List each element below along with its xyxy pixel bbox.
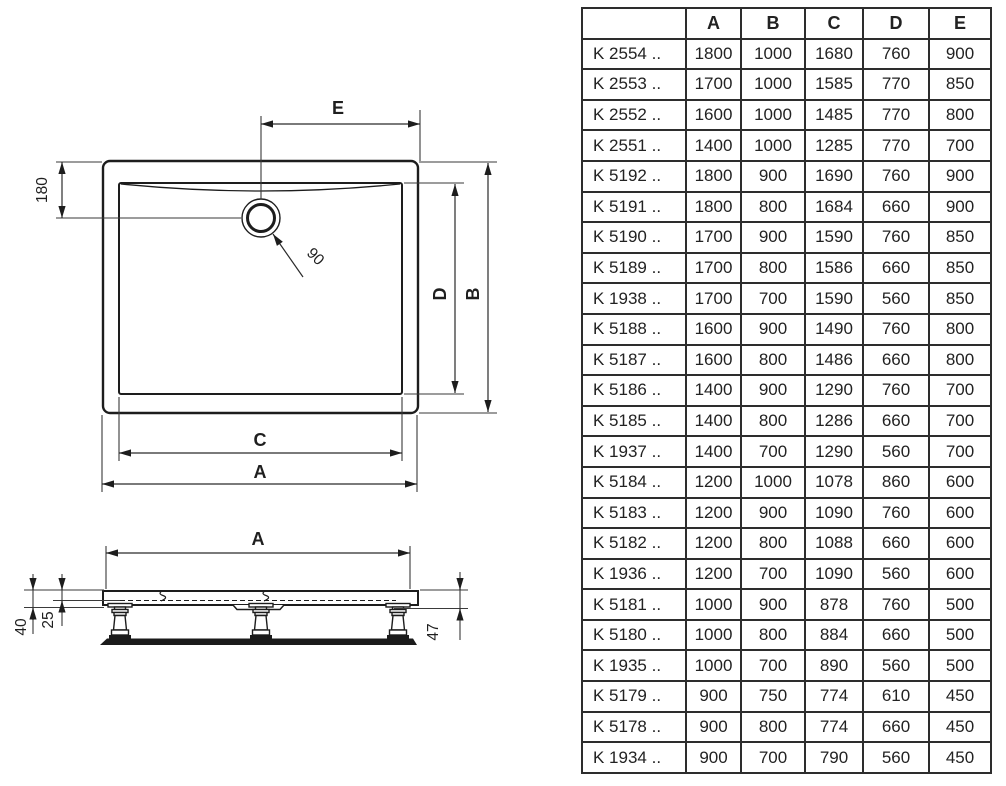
dimension-value-cell: 800 bbox=[929, 100, 991, 131]
dimension-value-cell: 500 bbox=[929, 589, 991, 620]
table-row bbox=[582, 314, 991, 345]
product-code-cell: K 5187 .. bbox=[582, 345, 686, 376]
dimension-value-cell: 700 bbox=[929, 436, 991, 467]
table-row bbox=[582, 742, 991, 773]
dimension-value-cell: 1286 bbox=[805, 406, 863, 437]
dimension-value-cell: 900 bbox=[741, 161, 805, 192]
plan-view bbox=[34, 98, 497, 492]
product-code-cell: K 1934 .. bbox=[582, 742, 686, 773]
dimension-value-cell: 1700 bbox=[686, 69, 741, 100]
label-A-side: A bbox=[251, 529, 265, 549]
label-B: B bbox=[463, 287, 483, 301]
product-code-cell: K 5180 .. bbox=[582, 620, 686, 651]
dimension-value-cell: 770 bbox=[863, 100, 929, 131]
dimension-value-cell: 750 bbox=[741, 681, 805, 712]
foot bbox=[108, 604, 132, 640]
dimension-value-cell: 450 bbox=[929, 742, 991, 773]
table-row bbox=[582, 436, 991, 467]
dimension-value-cell: 1585 bbox=[805, 69, 863, 100]
dimension-value-cell: 1800 bbox=[686, 161, 741, 192]
table-row bbox=[582, 375, 991, 406]
drain-inner-circle bbox=[248, 205, 275, 232]
table-row bbox=[582, 345, 991, 376]
dimension-value-cell: 760 bbox=[863, 314, 929, 345]
dimension-value-cell: 1078 bbox=[805, 467, 863, 498]
dimension-value-cell: 500 bbox=[929, 650, 991, 681]
table-row bbox=[582, 161, 991, 192]
dimension-value-cell: 450 bbox=[929, 712, 991, 743]
product-code-cell: K 2553 .. bbox=[582, 69, 686, 100]
dimension-value-cell: 800 bbox=[741, 528, 805, 559]
dimension-value-cell: 700 bbox=[929, 130, 991, 161]
dimension-value-cell: 900 bbox=[686, 712, 741, 743]
dimension-table-container bbox=[581, 7, 992, 774]
dimension-value-cell: 884 bbox=[805, 620, 863, 651]
dimension-value-cell: 800 bbox=[741, 253, 805, 284]
table-row bbox=[582, 498, 991, 529]
dimension-value-cell: 1200 bbox=[686, 467, 741, 498]
dimension-value-cell: 700 bbox=[741, 436, 805, 467]
dimension-value-cell: 800 bbox=[741, 345, 805, 376]
label-180: 180 bbox=[34, 177, 51, 203]
dimension-value-cell: 900 bbox=[741, 498, 805, 529]
dimension-value-cell: 850 bbox=[929, 69, 991, 100]
table-row bbox=[582, 406, 991, 437]
label-C: C bbox=[253, 430, 267, 450]
table-row bbox=[582, 712, 991, 743]
product-code-cell: K 5182 .. bbox=[582, 528, 686, 559]
label-47: 47 bbox=[425, 623, 442, 641]
column-header-A: A bbox=[686, 8, 741, 39]
dimension-value-cell: 1590 bbox=[805, 283, 863, 314]
dimension-value-cell: 1290 bbox=[805, 436, 863, 467]
dimension-value-cell: 660 bbox=[863, 528, 929, 559]
spec-table-body bbox=[582, 39, 991, 773]
dimension-value-cell: 660 bbox=[863, 406, 929, 437]
label-D: D bbox=[430, 287, 450, 301]
dimension-value-cell: 900 bbox=[929, 161, 991, 192]
dimension-value-cell: 878 bbox=[805, 589, 863, 620]
dimension-value-cell: 1700 bbox=[686, 253, 741, 284]
dimension-value-cell: 560 bbox=[863, 436, 929, 467]
label-25: 25 bbox=[40, 611, 57, 629]
product-code-cell: K 5178 .. bbox=[582, 712, 686, 743]
table-row bbox=[582, 39, 991, 70]
dimension-value-cell: 1600 bbox=[686, 314, 741, 345]
dimension-value-cell: 660 bbox=[863, 345, 929, 376]
dimension-value-cell: 1684 bbox=[805, 192, 863, 223]
dimension-value-cell: 700 bbox=[741, 742, 805, 773]
dimension-value-cell: 800 bbox=[741, 620, 805, 651]
dimension-value-cell: 1000 bbox=[741, 130, 805, 161]
dimension-value-cell: 1290 bbox=[805, 375, 863, 406]
dimension-value-cell: 1590 bbox=[805, 222, 863, 253]
product-code-cell: K 5183 .. bbox=[582, 498, 686, 529]
dimension-value-cell: 1090 bbox=[805, 498, 863, 529]
dimension-value-cell: 900 bbox=[741, 314, 805, 345]
table-row bbox=[582, 650, 991, 681]
dimension-value-cell: 600 bbox=[929, 559, 991, 590]
dimension-value-cell: 1200 bbox=[686, 498, 741, 529]
dimension-value-cell: 1285 bbox=[805, 130, 863, 161]
dimension-value-cell: 700 bbox=[929, 375, 991, 406]
table-row bbox=[582, 589, 991, 620]
dimension-value-cell: 1400 bbox=[686, 375, 741, 406]
dimension-value-cell: 860 bbox=[863, 467, 929, 498]
dimension-value-cell: 760 bbox=[863, 375, 929, 406]
dimension-value-cell: 1000 bbox=[741, 39, 805, 70]
dimension-value-cell: 800 bbox=[741, 712, 805, 743]
dimension-value-cell: 700 bbox=[741, 559, 805, 590]
dimension-value-cell: 560 bbox=[863, 742, 929, 773]
dimension-value-cell: 700 bbox=[929, 406, 991, 437]
dimension-value-cell: 1000 bbox=[741, 69, 805, 100]
table-row bbox=[582, 130, 991, 161]
table-row bbox=[582, 100, 991, 131]
dimension-value-cell: 900 bbox=[686, 681, 741, 712]
product-code-cell: K 1935 .. bbox=[582, 650, 686, 681]
dimension-value-cell: 450 bbox=[929, 681, 991, 712]
dimension-value-cell: 900 bbox=[741, 375, 805, 406]
product-code-cell: K 5189 .. bbox=[582, 253, 686, 284]
dimension-value-cell: 800 bbox=[741, 192, 805, 223]
label-90: 90 bbox=[303, 244, 328, 269]
product-code-cell: K 2552 .. bbox=[582, 100, 686, 131]
table-row bbox=[582, 222, 991, 253]
dimension-value-cell: 770 bbox=[863, 130, 929, 161]
table-row bbox=[582, 559, 991, 590]
dimension-value-cell: 1600 bbox=[686, 345, 741, 376]
dimension-value-cell: 560 bbox=[863, 283, 929, 314]
dimension-value-cell: 1485 bbox=[805, 100, 863, 131]
dimension-value-cell: 610 bbox=[863, 681, 929, 712]
column-header-B: B bbox=[741, 8, 805, 39]
dimension-value-cell: 660 bbox=[863, 192, 929, 223]
dimension-value-cell: 1200 bbox=[686, 528, 741, 559]
dimension-value-cell: 800 bbox=[741, 406, 805, 437]
dimension-value-cell: 1700 bbox=[686, 283, 741, 314]
dimension-value-cell: 1000 bbox=[741, 100, 805, 131]
dimension-value-cell: 1400 bbox=[686, 406, 741, 437]
table-row bbox=[582, 681, 991, 712]
product-code-cell: K 1937 .. bbox=[582, 436, 686, 467]
side-view bbox=[13, 529, 468, 645]
table-row bbox=[582, 283, 991, 314]
product-code-cell: K 5186 .. bbox=[582, 375, 686, 406]
dimension-value-cell: 1088 bbox=[805, 528, 863, 559]
dimension-value-cell: 900 bbox=[929, 192, 991, 223]
table-row bbox=[582, 69, 991, 100]
dimension-value-cell: 900 bbox=[741, 589, 805, 620]
dimension-value-cell: 1000 bbox=[686, 589, 741, 620]
product-code-cell: K 5181 .. bbox=[582, 589, 686, 620]
dimension-value-cell: 760 bbox=[863, 498, 929, 529]
dimension-value-cell: 1200 bbox=[686, 559, 741, 590]
column-header-C: C bbox=[805, 8, 863, 39]
product-code-cell: K 2554 .. bbox=[582, 39, 686, 70]
dimension-value-cell: 1400 bbox=[686, 130, 741, 161]
dimension-value-cell: 600 bbox=[929, 498, 991, 529]
label-40: 40 bbox=[13, 618, 30, 636]
dimension-value-cell: 1000 bbox=[686, 650, 741, 681]
dimension-value-cell: 760 bbox=[863, 161, 929, 192]
product-code-cell: K 5179 .. bbox=[582, 681, 686, 712]
dimension-value-cell: 660 bbox=[863, 253, 929, 284]
column-header-code bbox=[582, 8, 686, 39]
dimension-value-cell: 560 bbox=[863, 650, 929, 681]
dimension-value-cell: 700 bbox=[741, 650, 805, 681]
product-code-cell: K 1938 .. bbox=[582, 283, 686, 314]
dimension-value-cell: 1690 bbox=[805, 161, 863, 192]
product-code-cell: K 2551 .. bbox=[582, 130, 686, 161]
dimension-value-cell: 600 bbox=[929, 528, 991, 559]
dimension-table bbox=[581, 7, 992, 774]
dimension-value-cell: 1586 bbox=[805, 253, 863, 284]
dimension-value-cell: 1700 bbox=[686, 222, 741, 253]
dimension-value-cell: 900 bbox=[741, 222, 805, 253]
dimension-value-cell: 890 bbox=[805, 650, 863, 681]
dimension-value-cell: 900 bbox=[929, 39, 991, 70]
dimension-value-cell: 1600 bbox=[686, 100, 741, 131]
dimension-value-cell: 850 bbox=[929, 283, 991, 314]
label-A-plan: A bbox=[253, 462, 267, 482]
dimension-value-cell: 760 bbox=[863, 222, 929, 253]
product-code-cell: K 5185 .. bbox=[582, 406, 686, 437]
dimension-value-cell: 560 bbox=[863, 559, 929, 590]
dimension-value-cell: 1800 bbox=[686, 39, 741, 70]
dimension-value-cell: 1090 bbox=[805, 559, 863, 590]
dimension-value-cell: 1400 bbox=[686, 436, 741, 467]
dimension-value-cell: 800 bbox=[929, 314, 991, 345]
dimension-value-cell: 774 bbox=[805, 681, 863, 712]
product-code-cell: K 5190 .. bbox=[582, 222, 686, 253]
dimension-value-cell: 774 bbox=[805, 712, 863, 743]
column-header-D: D bbox=[863, 8, 929, 39]
dimension-value-cell: 770 bbox=[863, 69, 929, 100]
foot bbox=[249, 604, 273, 640]
dimension-value-cell: 1490 bbox=[805, 314, 863, 345]
dimension-value-cell: 600 bbox=[929, 467, 991, 498]
table-row bbox=[582, 528, 991, 559]
dimension-value-cell: 660 bbox=[863, 712, 929, 743]
table-row bbox=[582, 620, 991, 651]
dimension-value-cell: 1486 bbox=[805, 345, 863, 376]
dimension-value-cell: 900 bbox=[686, 742, 741, 773]
dimension-value-cell: 790 bbox=[805, 742, 863, 773]
dimension-value-cell: 1680 bbox=[805, 39, 863, 70]
product-code-cell: K 5184 .. bbox=[582, 467, 686, 498]
table-row bbox=[582, 253, 991, 284]
product-code-cell: K 1936 .. bbox=[582, 559, 686, 590]
floor-bar bbox=[100, 639, 417, 646]
dimension-value-cell: 760 bbox=[863, 589, 929, 620]
column-header-E: E bbox=[929, 8, 991, 39]
label-E: E bbox=[331, 98, 345, 118]
dimension-value-cell: 660 bbox=[863, 620, 929, 651]
product-code-cell: K 5192 .. bbox=[582, 161, 686, 192]
dimension-value-cell: 850 bbox=[929, 222, 991, 253]
dimension-value-cell: 760 bbox=[863, 39, 929, 70]
dimension-value-cell: 800 bbox=[929, 345, 991, 376]
dimension-value-cell: 1000 bbox=[741, 467, 805, 498]
dimension-value-cell: 850 bbox=[929, 253, 991, 284]
dimension-value-cell: 700 bbox=[741, 283, 805, 314]
dimension-value-cell: 1000 bbox=[686, 620, 741, 651]
product-code-cell: K 5188 .. bbox=[582, 314, 686, 345]
table-row bbox=[582, 192, 991, 223]
dimension-value-cell: 500 bbox=[929, 620, 991, 651]
table-header-row bbox=[582, 8, 991, 39]
product-code-cell: K 5191 .. bbox=[582, 192, 686, 223]
dimension-value-cell: 1800 bbox=[686, 192, 741, 223]
table-row bbox=[582, 467, 991, 498]
